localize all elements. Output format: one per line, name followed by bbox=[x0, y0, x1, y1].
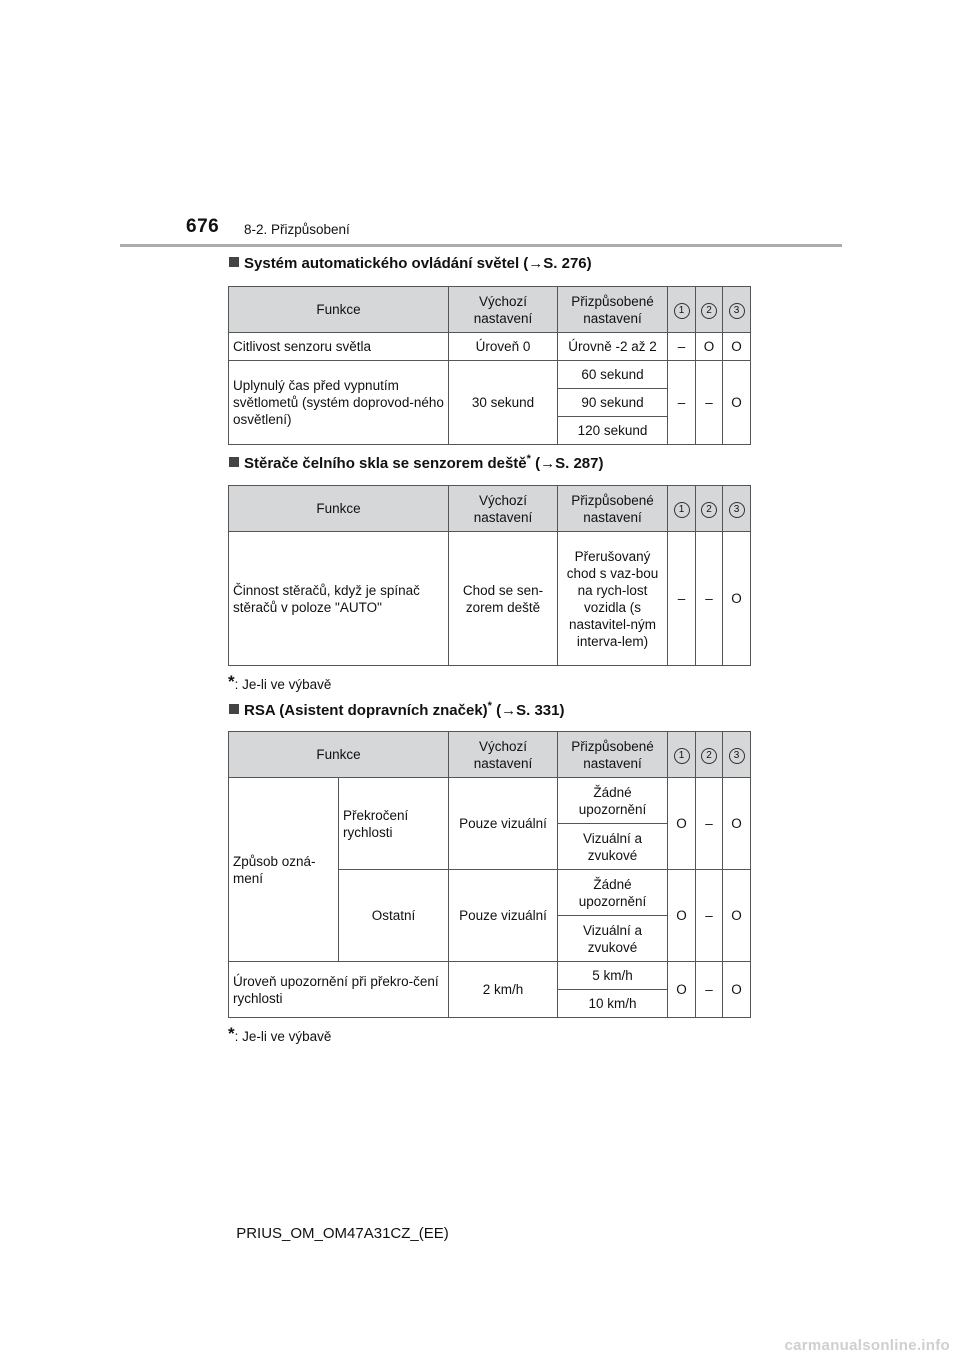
row-col2: – bbox=[696, 361, 723, 445]
section3-title: RSA (Asistent dopravních značek) bbox=[244, 702, 488, 719]
section2-heading bbox=[229, 453, 603, 472]
row-custom-option: Žádné upozornění bbox=[558, 870, 668, 916]
row-default: Pouze vizuální bbox=[449, 870, 558, 962]
row-function: Citlivost senzoru světla bbox=[229, 333, 449, 361]
row-col3: O bbox=[723, 361, 751, 445]
col-header-default: Výchozí nastavení bbox=[449, 732, 558, 778]
row-col1: – bbox=[668, 333, 696, 361]
col-header-2 bbox=[696, 486, 723, 532]
circled-2-icon: 2 bbox=[701, 748, 717, 764]
section1-table bbox=[228, 286, 751, 445]
col-header-default: Výchozí nastavení bbox=[449, 486, 558, 532]
row-custom-option: 10 km/h bbox=[558, 990, 668, 1018]
watermark: carmanualsonline.info bbox=[784, 1337, 950, 1354]
row-custom: Přerušovaný chod s vaz-bou na rych-lost vozidla (s nastavitel-ným interva-lem) bbox=[558, 532, 668, 666]
row-col2: – bbox=[696, 870, 723, 962]
row-default: Úroveň 0 bbox=[449, 333, 558, 361]
row-function: Činnost stěračů, když je spínač stěračů v poloze "AUTO" bbox=[229, 532, 449, 666]
row-custom-option: Vizuální a zvukové bbox=[558, 824, 668, 870]
footnote-star: * bbox=[228, 1024, 235, 1043]
circled-2-icon: 2 bbox=[701, 303, 717, 319]
col-header-3 bbox=[723, 287, 751, 333]
row-col1: O bbox=[668, 870, 696, 962]
circled-3-icon: 3 bbox=[729, 748, 745, 764]
row-custom-option: 60 sekund bbox=[558, 361, 668, 389]
row-custom-option: Vizuální a zvukové bbox=[558, 916, 668, 962]
row-col3: O bbox=[723, 778, 751, 870]
footnote-text: : Je-li ve výbavě bbox=[234, 677, 332, 692]
table-header-row bbox=[229, 486, 751, 532]
section2-title: Stěrače čelního skla se senzorem deště bbox=[244, 455, 527, 472]
row-function: Uplynulý čas před vypnutím světlometů (systém doprovod-ného osvětlení) bbox=[229, 361, 449, 445]
row-custom: Úrovně -2 až 2 bbox=[558, 333, 668, 361]
row-col2: – bbox=[696, 962, 723, 1018]
table-header-row bbox=[229, 732, 751, 778]
heading-bullet-icon bbox=[229, 457, 239, 467]
heading-bullet-icon bbox=[229, 704, 239, 714]
footnote bbox=[228, 672, 331, 692]
section3-table bbox=[228, 731, 751, 1018]
row-custom-option: 90 sekund bbox=[558, 389, 668, 417]
section-label: 8-2. Přizpůsobení bbox=[244, 222, 350, 237]
row-default: 2 km/h bbox=[449, 962, 558, 1018]
row-subfunction: Ostatní bbox=[339, 870, 449, 962]
row-col1: O bbox=[668, 778, 696, 870]
circled-2-icon: 2 bbox=[701, 502, 717, 518]
row-default: 30 sekund bbox=[449, 361, 558, 445]
col-header-function: Funkce bbox=[229, 732, 449, 778]
row-col3: O bbox=[723, 962, 751, 1018]
section1-title: Systém automatického ovládání světel (→S. 276) bbox=[244, 255, 592, 272]
header-divider bbox=[120, 244, 842, 247]
col-header-1 bbox=[668, 486, 696, 532]
footnote-star: * bbox=[487, 700, 492, 712]
heading-bullet-icon bbox=[229, 257, 239, 267]
row-col1: O bbox=[668, 962, 696, 1018]
circled-3-icon: 3 bbox=[729, 502, 745, 518]
table-row bbox=[229, 962, 751, 990]
col-header-custom: Přizpůsobené nastavení bbox=[558, 287, 668, 333]
footnote-star: * bbox=[228, 672, 235, 691]
circled-3-icon: 3 bbox=[729, 303, 745, 319]
footnote-star: * bbox=[526, 453, 531, 465]
row-default: Pouze vizuální bbox=[449, 778, 558, 870]
row-col3: O bbox=[723, 532, 751, 666]
col-header-custom: Přizpůsobené nastavení bbox=[558, 732, 668, 778]
row-subfunction: Překročení rychlosti bbox=[339, 778, 449, 870]
table-header-row bbox=[229, 287, 751, 333]
footnote bbox=[228, 1024, 331, 1044]
footnote-text: : Je-li ve výbavě bbox=[234, 1029, 332, 1044]
row-col2: – bbox=[696, 532, 723, 666]
col-header-3 bbox=[723, 732, 751, 778]
col-header-1 bbox=[668, 732, 696, 778]
table-row bbox=[229, 778, 751, 824]
col-header-default: Výchozí nastavení bbox=[449, 287, 558, 333]
row-custom-option: Žádné upozornění bbox=[558, 778, 668, 824]
page-number: 676 bbox=[186, 216, 220, 237]
row-col3: O bbox=[723, 870, 751, 962]
circled-1-icon: 1 bbox=[674, 303, 690, 319]
section2-ref: (→S. 287) bbox=[535, 455, 604, 472]
row-custom-option: 5 km/h bbox=[558, 962, 668, 990]
row-default: Chod se sen-zorem deště bbox=[449, 532, 558, 666]
circled-1-icon: 1 bbox=[674, 748, 690, 764]
row-col2: O bbox=[696, 333, 723, 361]
row-function: Úroveň upozornění při překro-čení rychlosti bbox=[229, 962, 449, 1018]
col-header-custom: Přizpůsobené nastavení bbox=[558, 486, 668, 532]
row-custom-option: 120 sekund bbox=[558, 417, 668, 445]
col-header-function: Funkce bbox=[229, 486, 449, 532]
table-row bbox=[229, 333, 751, 361]
row-col3: O bbox=[723, 333, 751, 361]
section3-ref: (→S. 331) bbox=[496, 702, 565, 719]
col-header-1 bbox=[668, 287, 696, 333]
document-code: PRIUS_OM_OM47A31CZ_(EE) bbox=[236, 1225, 449, 1242]
row-col2: – bbox=[696, 778, 723, 870]
section3-heading bbox=[229, 700, 564, 719]
circled-1-icon: 1 bbox=[674, 502, 690, 518]
col-header-2 bbox=[696, 287, 723, 333]
section2-table bbox=[228, 485, 751, 666]
row-col1: – bbox=[668, 361, 696, 445]
table-row bbox=[229, 361, 751, 389]
col-header-3 bbox=[723, 486, 751, 532]
col-header-function: Funkce bbox=[229, 287, 449, 333]
table-row bbox=[229, 532, 751, 666]
row-function: Způsob ozná-mení bbox=[229, 778, 339, 962]
row-col1: – bbox=[668, 532, 696, 666]
section1-heading bbox=[229, 255, 592, 272]
col-header-2 bbox=[696, 732, 723, 778]
